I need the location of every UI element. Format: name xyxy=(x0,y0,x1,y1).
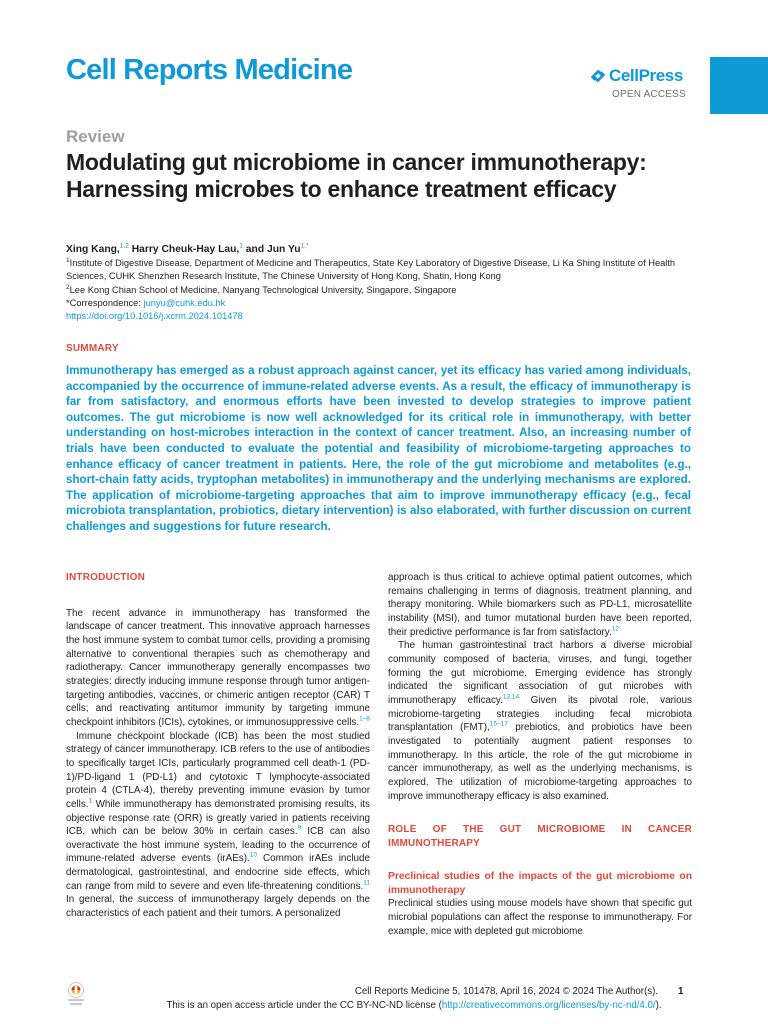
reference-link[interactable]: 13,14 xyxy=(502,693,520,701)
body-column-left xyxy=(66,571,370,921)
reference-link[interactable]: 1 xyxy=(88,797,93,805)
reference-link[interactable]: 10 xyxy=(249,852,258,860)
section-heading: ROLE OF THE GUT MICROBIOME IN CANCER IMMUNOTHERAPY xyxy=(388,824,692,849)
article-type: Review xyxy=(66,127,125,146)
crossmark-icon[interactable] xyxy=(67,981,85,1009)
summary-text: Immunotherapy has emerged as a robust approach against cancer, yet its efficacy has varied among individuals, accompanied by the occurrence of immune-related adverse events. As a result, the efficacy of immunotherapy is far from satisfactory, and enormous efforts have been invested to develop strategies to improve patient outcomes. The gut microbiome is now well acknowledged for its critical role in immunotherapy, with better understanding on host-microbes interaction in the context of cancer treatment. Also, an increasing number of trials have been conducted to evaluate the potential and feasibility of microbiome-targeting approaches to enhance efficacy of cancer treatment in patients. Here, the role of the gut microbiome and metabolites (e.g., short-chain fatty acids, tryptophan metabolites) in immunotherapy and the underlying mechanisms are explored. The application of microbiome-targeting approaches that aim to improve immunotherapy efficacy (e.g., fecal microbiota transplantation, probiotics, dietary intervention) is also elaborated, with further discussion on current challenges and suggestions for future research. xyxy=(66,364,691,533)
author-affiliation-sup[interactable]: 1,2 xyxy=(119,242,129,250)
affiliation-number: 1 xyxy=(66,256,70,264)
corner-color-tab xyxy=(710,57,768,114)
reference-link[interactable]: 11 xyxy=(363,879,370,887)
summary-heading: SUMMARY xyxy=(66,343,119,354)
body-paragraph: The human gastrointestinal tract harbors a diverse microbial community composed of bacteria, viruses, and fungi, together forming the gut microbiome. Emerging evidence has strongly indicated the significant association of gut microbes with immunotherapy efficacy.$^{13,14}$ Given its pivotal role, various microbiome-targeting strategies including fecal microbiota transplantation (FMT),$^{15-17}$ prebiotics, and probiotics have been investigated to potentially augment patient responses to immunotherapy. In this article, the role of the gut microbiome in cancer immunotherapy, as well as the underlying mechanisms, is explored. The utilization of microbiome-targeting approaches to improve immunotherapy efficacy is also examined. xyxy=(388,640,692,802)
correspondence-label: *Correspondence: xyxy=(66,297,144,308)
publisher-name: CellPress xyxy=(609,66,683,85)
reference-link[interactable]: 12 xyxy=(611,625,619,633)
author-name: Harry Cheuk-Hay Lau, xyxy=(131,244,240,255)
journal-name: Cell Reports Medicine xyxy=(66,54,353,86)
correspondence xyxy=(66,297,706,310)
subsection-heading: Preclinical studies of the impacts of the gut microbiome on immunotherapy xyxy=(388,871,692,896)
author-name: and Jun Yu xyxy=(245,244,301,255)
body-column-right xyxy=(388,571,692,938)
article-title: Modulating gut microbiome in cancer immunotherapy: Harnessing microbes to enhance treatment efficacy xyxy=(66,149,647,202)
author-name: Xing Kang, xyxy=(66,244,120,255)
affiliation-number: 2 xyxy=(66,283,70,291)
cellpress-logo-icon xyxy=(590,68,606,84)
reference-link[interactable]: 9 xyxy=(297,824,302,832)
author-affiliation-sup[interactable]: 1,* xyxy=(300,242,309,250)
affiliation xyxy=(66,257,706,284)
footer-citation: Cell Reports Medicine 5, 101478, April 16, 2024 © 2024 The Author(s). xyxy=(354,986,658,997)
open-access-label: OPEN ACCESS xyxy=(612,89,686,100)
affiliation xyxy=(66,284,706,297)
correspondence-email-link[interactable]: junyu@cuhk.edu.hk xyxy=(143,297,226,308)
body-paragraph: Preclinical studies using mouse models have shown that specific gut microbial populations can affect the response to immunotherapy. For example, mice with depleted gut microbiome xyxy=(388,898,692,937)
introduction-heading: INTRODUCTION xyxy=(66,572,146,583)
author-list xyxy=(66,243,706,257)
license-link[interactable]: http://creativecommons.org/licenses/by-nc-nd/4.0/ xyxy=(441,1000,656,1011)
reference-link[interactable]: 15–17 xyxy=(489,720,508,728)
body-paragraph: Immune checkpoint blockade (ICB) has been the most studied strategy of cancer immunotherapy. ICB refers to the use of antibodies to specifically target ICIs, particularly programmed cell death-1 (PD-1)/PD-ligand 1 (PD-L1) and cytotoxic T lymphocyte-associated protein 4 (CTLA-4), thereby preventing immune evasion by tumor cells.$^1$ While immunotherapy has demonstrated promising results, its objective response rate (ORR) is greatly varied in patients receiving ICB, which can be below 30% in certain cases.$^9$ ICB can also overactivate the host immune system, leading to the occurrence of immune-related adverse events (irAEs).$^{10}$ Common irAEs include dermatological, gastrointestinal, and endocrine side effects, which can range from mild to severe and even life-threatening conditions.$^{11}$ In general, the success of immunotherapy largely depends on the characteristics of each patient and their tumors. A personalized xyxy=(66,730,370,920)
body-paragraph: The recent advance in immunotherapy has transformed the landscape of cancer treatment. This innovative approach harnesses the host immune system to combat tumor cells, providing a promising alternative to conventional therapies such as chemotherapy and radiotherapy. Cancer immunotherapy generally encompasses two strategies: directly inducing immune response through tumor antigen-targeting antibodies, vaccines, or chimeric antigen receptor (CAR) T cells; and reactivating antitumor immunity by targeting immune checkpoint inhibitors (ICIs), cytokines, or immunosuppressive cells.$^{1-8}$ xyxy=(66,607,370,728)
page-number: 1 xyxy=(678,986,684,997)
doi-link[interactable]: https://doi.org/10.1016/j.xcrm.2024.101478 xyxy=(66,311,243,322)
affiliation-text: Institute of Digestive Disease, Department of Medicine and Therapeutics, State Key Laboratory of Digestive Disease, Li Ka Shing Institute of Health Sciences, CUHK Shenzhen Research Institute, The Chinese University of Hong Kong, Shatin, Hong Kong xyxy=(66,258,676,282)
affiliation-text: Lee Kong Chian School of Medicine, Nanyang Technological University, Singapore, Singapore xyxy=(69,284,457,295)
body-paragraph: approach is thus critical to achieve optimal patient outcomes, which remains challenging in terms of diagnosis, treatment planning, and therapy monitoring. While biomarkers such as PD-L1, microsatellite instability (MSI), and tumor mutational burden have been reported, their predictive performance is far from satisfactory.$^{12}$ xyxy=(388,572,692,638)
author-affiliation-sup[interactable]: 1 xyxy=(239,242,243,250)
front-matter xyxy=(66,243,706,323)
reference-link[interactable]: 1–8 xyxy=(359,715,370,723)
license-note: This is an open access article under the CC BY-NC-ND license (http://creativecommons.org/licenses/by-nc-nd/4.0/). xyxy=(166,1000,662,1011)
publisher-logo[interactable] xyxy=(590,66,683,86)
